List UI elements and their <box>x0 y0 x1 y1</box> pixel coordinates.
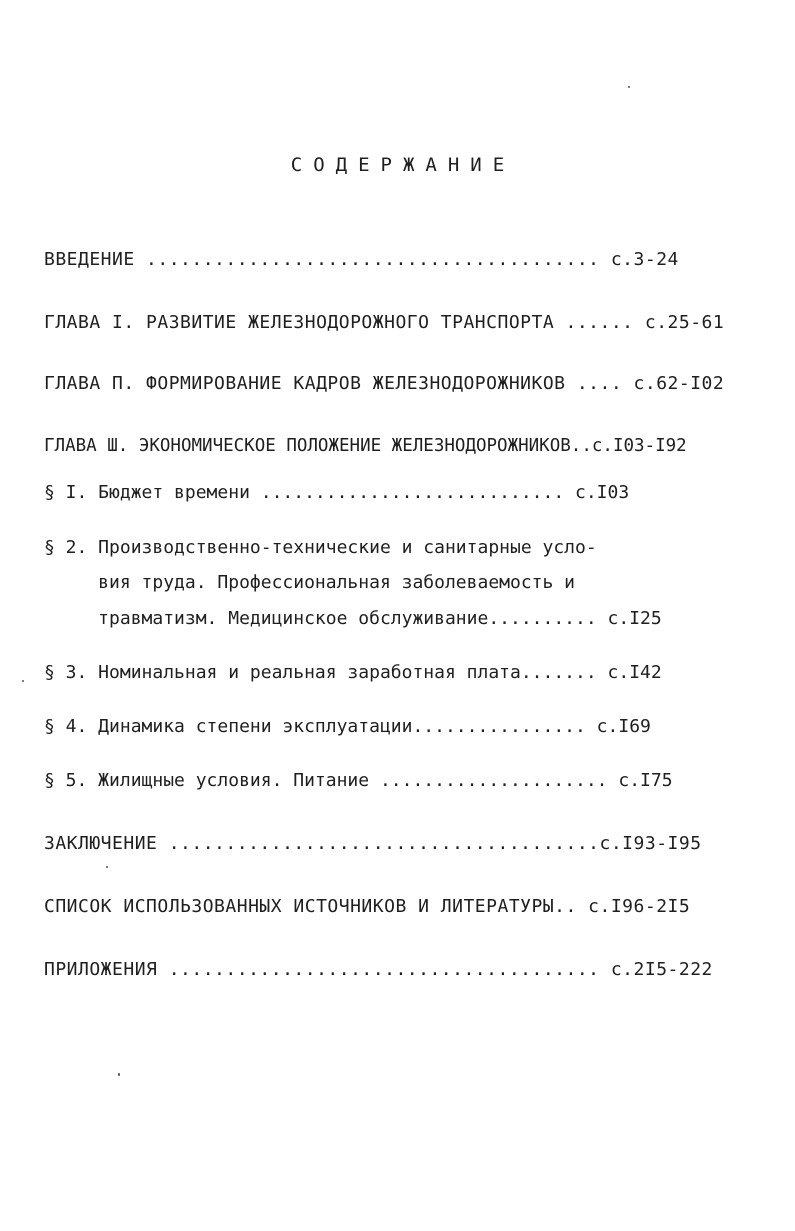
scan-speck <box>628 86 630 88</box>
toc-entry-conclusion: ЗАКЛЮЧЕНИЕ ......................................с.I93-I95 <box>44 833 702 854</box>
toc-entry-section-5: § 5. Жилищные условия. Питание ..................... с.I75 <box>44 770 673 791</box>
scan-speck <box>118 1073 120 1076</box>
toc-entry-chapter-3: ГЛАВА Ш. ЭКОНОМИЧЕСКОЕ ПОЛОЖЕНИЕ ЖЕЛЕЗНОДОРОЖНИКОВ..с.I03-I92 <box>44 436 687 456</box>
toc-entry-chapter-2: ГЛАВА П. ФОРМИРОВАНИЕ КАДРОВ ЖЕЛЕЗНОДОРОЖНИКОВ .... с.62-I02 <box>44 373 725 394</box>
page-title: СОДЕРЖАНИЕ <box>290 154 516 176</box>
toc-entry-sources: СПИСОК ИСПОЛЬЗОВАННЫХ ИСТОЧНИКОВ И ЛИТЕРАТУРЫ.. с.I96-2I5 <box>44 896 691 917</box>
toc-entry-section-1: § I. Бюджет времени ............................ с.I03 <box>44 482 630 503</box>
scan-speck <box>106 866 108 868</box>
toc-entry-appendix: ПРИЛОЖЕНИЯ ...................................... с.2I5-222 <box>44 959 713 980</box>
toc-entry-chapter-1: ГЛАВА I. РАЗВИТИЕ ЖЕЛЕЗНОДОРОЖНОГО ТРАНСПОРТА ...... с.25-61 <box>44 312 725 333</box>
toc-entry-introduction: ВВЕДЕНИЕ ........................................ с.3-24 <box>44 249 679 270</box>
toc-entry-section-2-line-2: вия труда. Профессиональная заболеваемость и <box>44 572 576 593</box>
toc-entry-section-3: § 3. Номинальная и реальная заработная плата....... с.I42 <box>44 662 662 683</box>
toc-entry-section-2-line-1: § 2. Производственно-технические и санитарные усло- <box>44 537 597 558</box>
scan-speck <box>22 680 24 682</box>
toc-entry-section-4: § 4. Динамика степени эксплуатации................ с.I69 <box>44 716 651 737</box>
toc-entry-section-2-line-3: травматизм. Медицинское обслуживание.......... с.I25 <box>44 608 662 629</box>
